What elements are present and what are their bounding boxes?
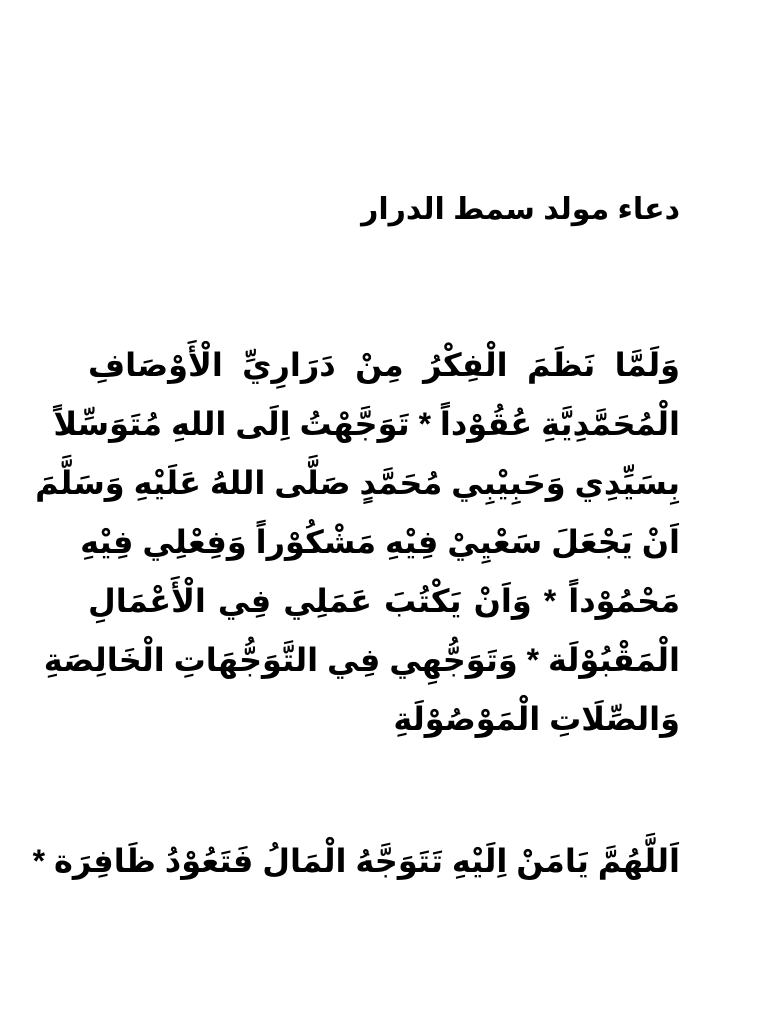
document-title: دعاء مولد سمط الدرار [361,193,680,226]
paragraph-line: وَالصِّلَاتِ الْمَوْصُوْلَةِ [393,701,680,737]
paragraph-line: الْمَقْبُوْلَة * وَتَوَجُّهِي فِي التَّوَجُّهَاتِ الْخَالِصَةِ [43,642,680,678]
dua-line: اَللَّهُمَّ يَامَنْ اِلَيْهِ تَتَوَجَّهُ الْمَالُ فَتَعُوْدُ ظَافِرَة * [32,843,680,879]
paragraph-line: الْمُحَمَّدِيَّةِ عُقُوْداً * تَوَجَّهْتُ اِلَى اللهِ مُتَوَسِّلاً [53,406,680,442]
paragraph-line: اَنْ يَجْعَلَ سَعْيِيْ فِيْهِ مَشْكُوْراً وَفِعْلِي فِيْهِ [80,524,680,560]
paragraph-line: وَلَمَّا نَظَمَ الْفِكْرُ مِنْ دَرَارِيِّ الْأَوْصَافِ [88,347,680,383]
paragraph-line: بِسَيِّدِي وَحَبِيْبِي مُحَمَّدٍ صَلَّى اللهُ عَلَيْهِ وَسَلَّمَ [35,465,680,501]
paragraph-line: مَحْمُوْداً * وَاَنْ يَكْتُبَ عَمَلِي فِي الْأَعْمَالِ [88,583,680,619]
body-paragraph [35,336,680,749]
